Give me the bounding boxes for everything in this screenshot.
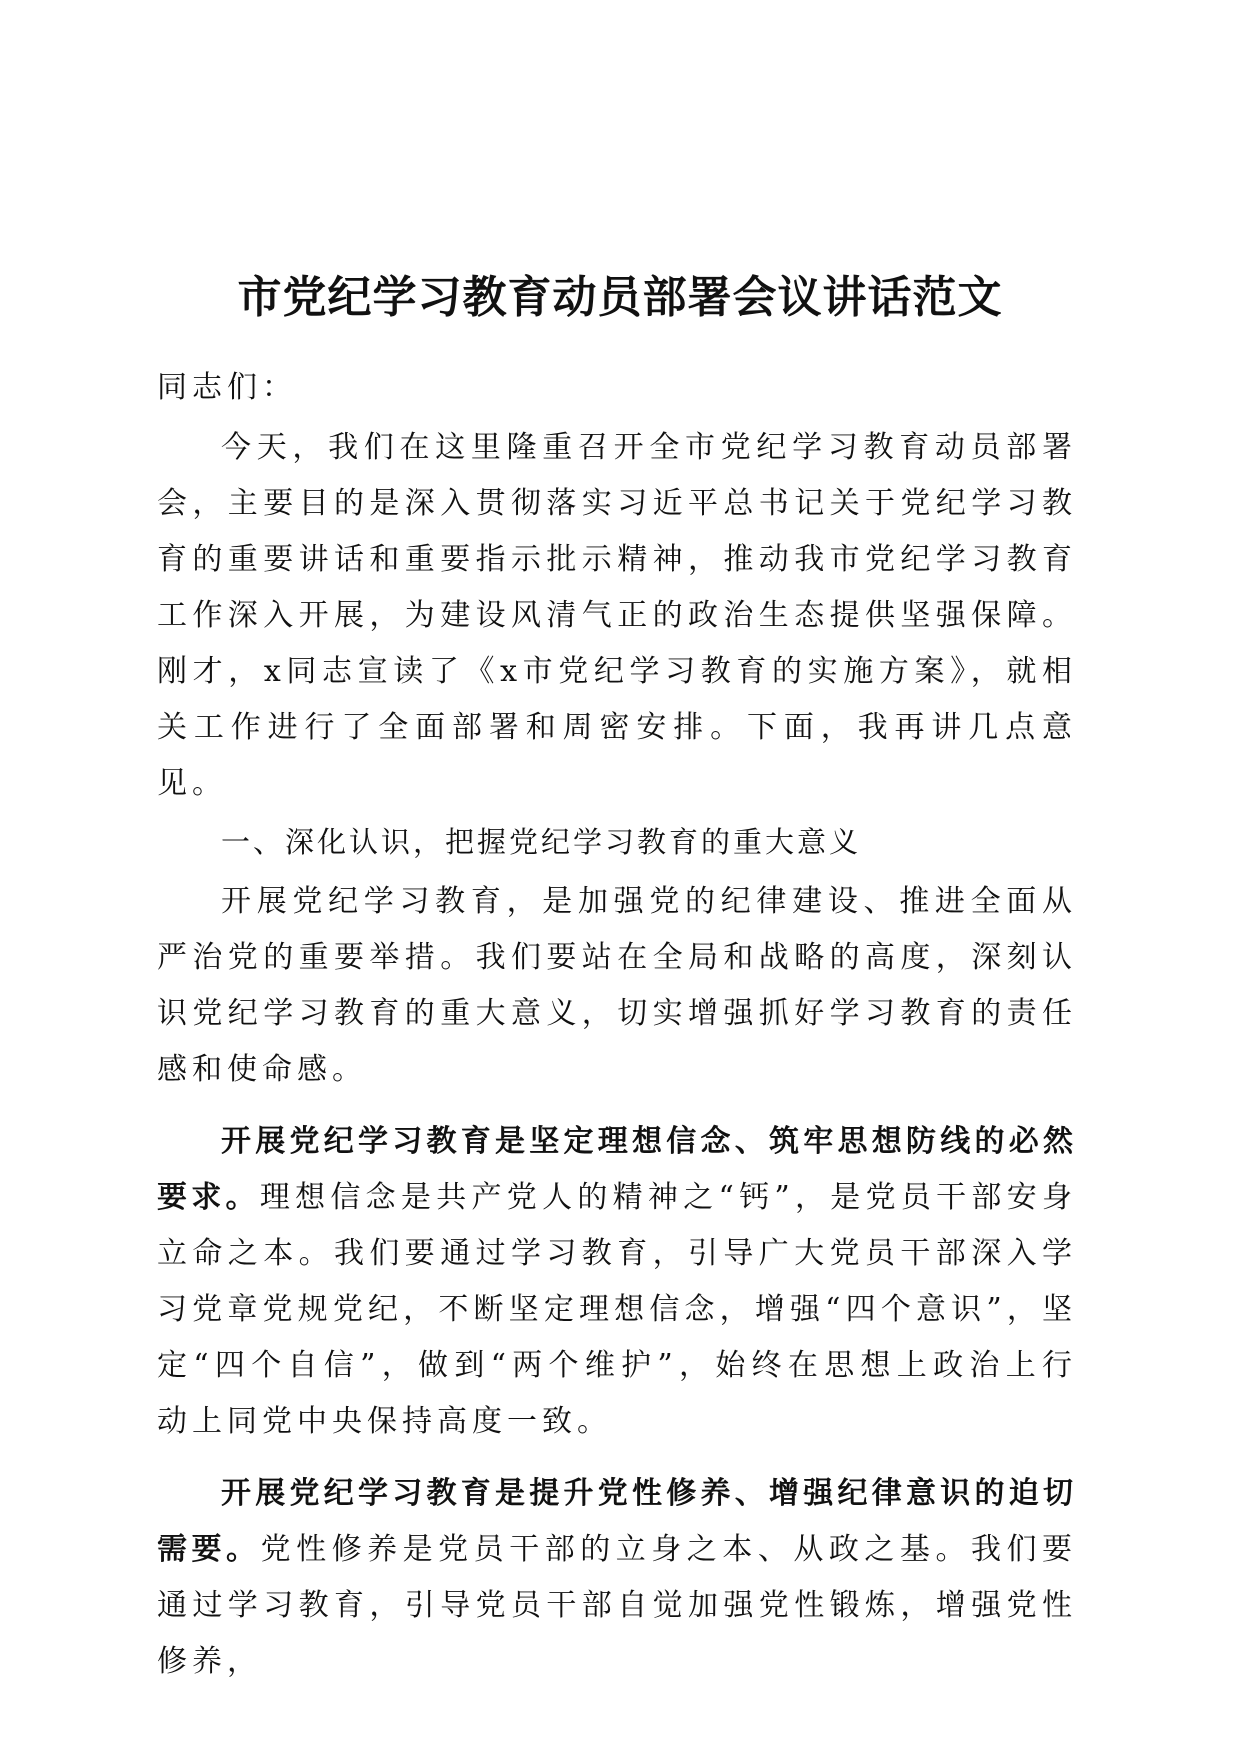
point-lead-2: 开展党纪学习教育是提升党性修养、增强纪律意识的迫切需要。 [157, 1476, 1077, 1567]
section-paragraph: 开展党纪学习教育，是加强党的纪律建设、推进全面从严治党的重要举措。我们要站在全局和战略的高度，深刻认识党纪学习教育的重大意义，切实增强抓好学习教育的责任感和使命感。 [157, 884, 1077, 1087]
point-paragraph-1 [157, 1114, 1077, 1450]
section-heading: 一、深化认识，把握党纪学习教育的重大意义 [221, 825, 862, 859]
salutation: 同志们： [157, 370, 297, 405]
document-title: 市党纪学习教育动员部署会议讲话范文 [237, 272, 1003, 323]
point-text-2: 党性修养是党员干部的立身之本、从政之基。我们要通过学习教育，引导党员干部自觉加强党性锻炼，增强党性修养， [157, 1532, 1078, 1679]
point-paragraph-2 [157, 1466, 1077, 1690]
point-lead-1: 开展党纪学习教育是坚定理想信念、筑牢思想防线的必然要求。 [157, 1124, 1077, 1215]
intro-paragraph: 今天，我们在这里隆重召开全市党纪学习教育动员部署会，主要目的是深入贯彻落实习近平总书记关于党纪学习教育的重要讲话和重要指示批示精神，推动我市党纪学习教育工作深入开展，为建设风清气正的政治生态提供坚强保障。刚才，x同志宣读了《x市党纪学习教育的实施方案》，就相关工作进行了全面部署和周密安排。下面，我再讲几点意见。 [157, 430, 1077, 801]
document-body [157, 360, 1077, 1690]
point-text-1: 理想信念是共产党人的精神之“钙”，是党员干部安身立命之本。我们要通过学习教育，引导广大党员干部深入学习党章党规党纪，不断坚定理想信念，增强“四个意识”，坚定“四个自信”，做到“两个维护”，始终在思想上政治上行动上同党中央保持高度一致。 [157, 1180, 1077, 1439]
